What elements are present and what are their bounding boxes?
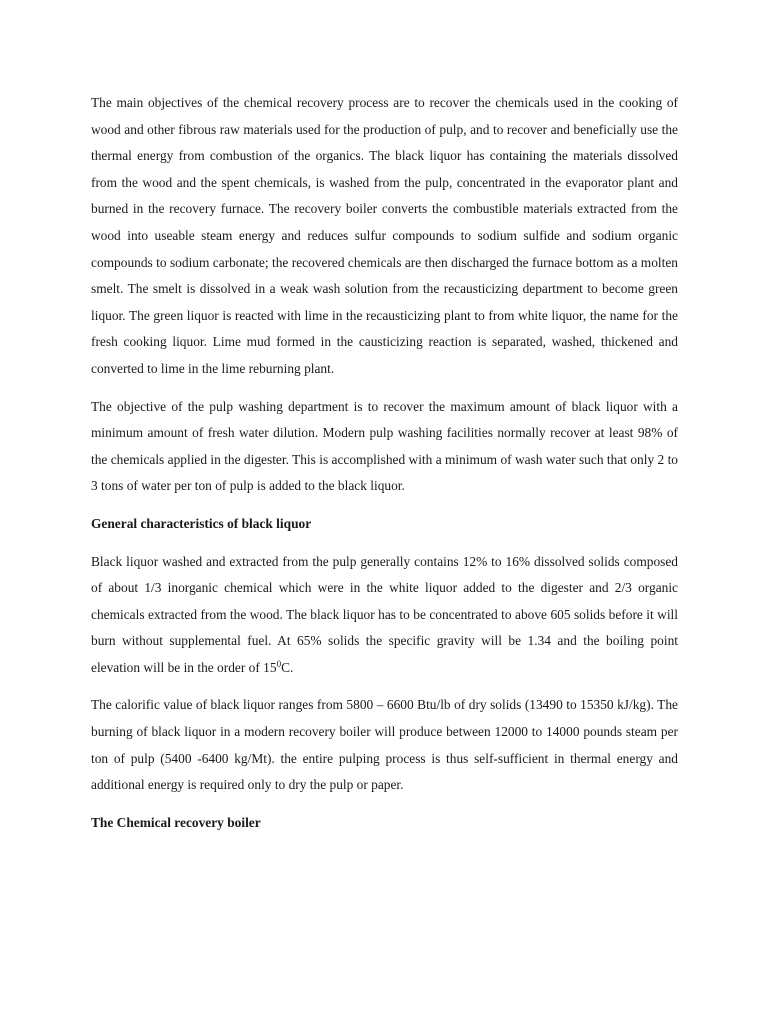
paragraph-black-liquor-composition <box>91 549 678 682</box>
paragraph-black-liquor-composition-text: Black liquor washed and extracted from the pulp generally contains 12% to 16% dissolved solids composed of about 1/3 inorganic chemical which were in the white liquor added to the digester and 2/3 organic chemicals extracted from the wood. The black liquor has to be concentrated to above 605 solids before it will burn without supplemental fuel. At 65% solids the specific gravity will be 1.34 and the boiling point elevation will be in the order of 15 <box>91 553 678 675</box>
degree-superscript: 0 <box>276 658 282 669</box>
heading-black-liquor-characteristics: General characteristics of black liquor <box>91 515 312 531</box>
paragraph-pulp-washing: The objective of the pulp washing department is to recover the maximum amount of black liquor with a minimum amount of fresh water dilution. Modern pulp washing facilities normally recover at least 98% of the chemicals applied in the digester. This is accomplished with a minimum of wash water such that only 2 to 3 tons of water per ton of pulp is added to the black liquor. <box>91 398 678 494</box>
heading-chemical-recovery-boiler: The Chemical recovery boiler <box>91 814 261 830</box>
document-page <box>91 90 678 847</box>
paragraph-calorific-value: The calorific value of black liquor ranges from 5800 – 6600 Btu/lb of dry solids (13490 to 15350 kJ/kg). The burning of black liquor in a modern recovery boiler will produce between 12000 to 14000 pounds steam per ton of pulp (5400 -6400 kg/Mt). the entire pulping process is thus self-sufficient in thermal energy and additional energy is required only to dry the pulp or paper. <box>91 697 678 793</box>
paragraph-chemical-recovery-objectives: The main objectives of the chemical recovery process are to recover the chemicals used in the cooking of wood and other fibrous raw materials used for the production of pulp, and to recover and beneficially use the thermal energy from combustion of the organics. The black liquor has containing the materials dissolved from the wood and the spent chemicals, is washed from the pulp, concentrated in the evaporator plant and burned in the recovery furnace. The recovery boiler converts the combustible materials extracted from the wood into useable steam energy and reduces sulfur compounds to sodium sulfide and sodium organic compounds to sodium carbonate; the recovered chemicals are then discharged the furnace bottom as a molten smelt. The smelt is dissolved in a weak wash solution from the recausticizing department to become green liquor. The green liquor is reacted with lime in the recausticizing plant to from white liquor, the name for the fresh cooking liquor. Lime mud formed in the causticizing reaction is separated, washed, thickened and converted to lime in the lime reburning plant. <box>91 95 678 376</box>
paragraph-black-liquor-composition-end: C. <box>281 659 294 675</box>
